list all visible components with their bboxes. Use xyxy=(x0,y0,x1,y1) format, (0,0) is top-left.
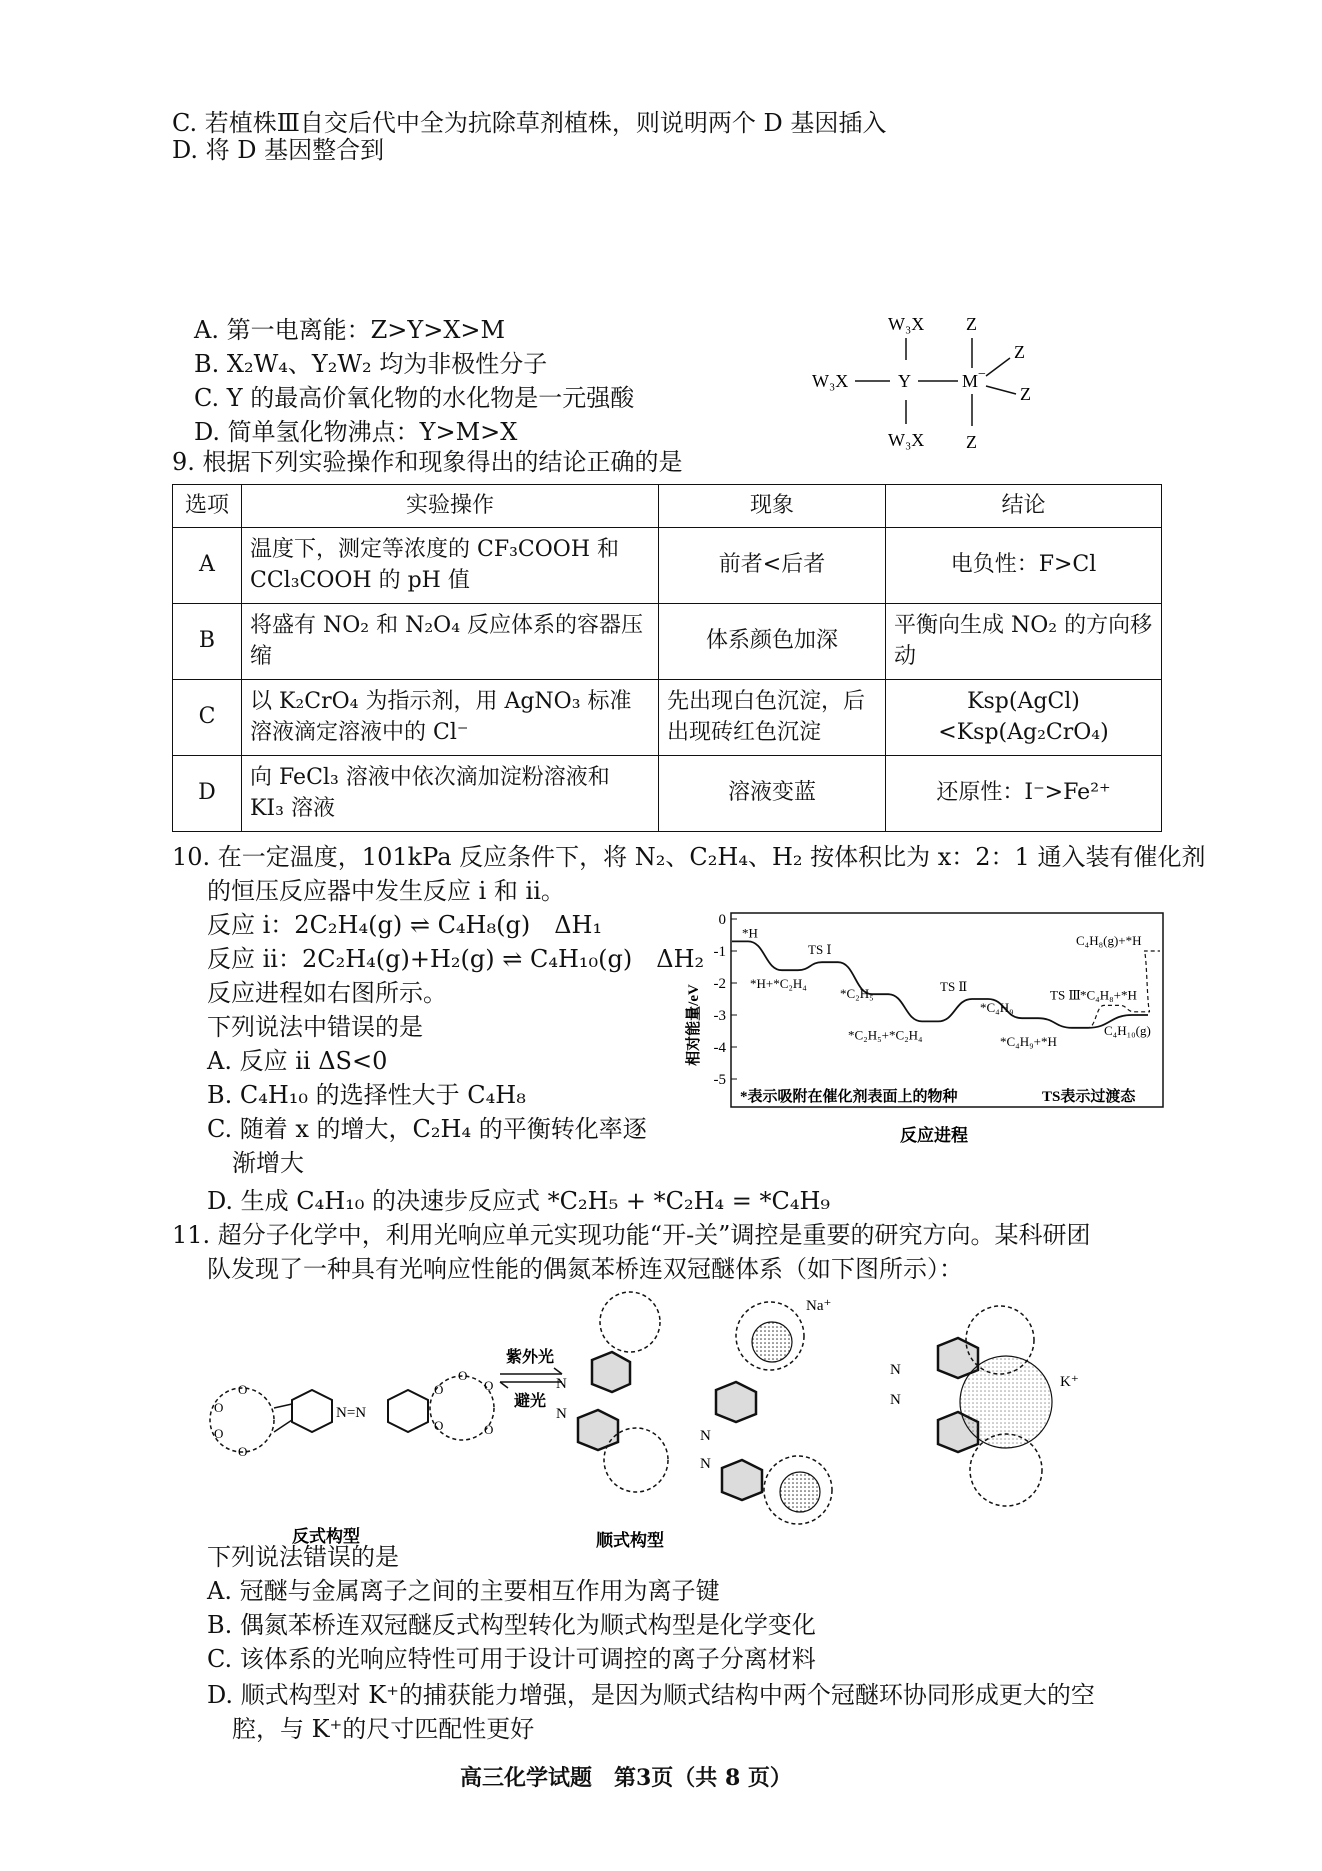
q11-stem-line1: 11. 超分子化学中，利用光响应单元实现功能“开-关”调控是重要的研究方向。某科研团 xyxy=(172,1221,1091,1249)
crown-ether-ring xyxy=(600,1292,660,1352)
svg-text:O: O xyxy=(484,1422,494,1437)
m-charge: − xyxy=(978,367,986,382)
w3x-left: W₃X xyxy=(812,371,849,391)
svg-text:O: O xyxy=(214,1400,224,1415)
species-label-ts3: TS Ⅲ xyxy=(1050,987,1081,1003)
top-fragment-line2: D. 将 D 基因整合到 xyxy=(172,136,385,165)
svg-text:O: O xyxy=(458,1368,468,1383)
top-fragment xyxy=(172,108,1072,165)
atom-y: Y xyxy=(898,371,911,391)
svg-text:O: O xyxy=(434,1382,444,1397)
species-label-h-c2h4: *H+*C₂H₄ xyxy=(750,976,807,992)
q10-option-c-line1: C. 随着 x 的增大，C₂H₄ 的平衡转化率逐 xyxy=(207,1115,647,1143)
q11-option-b: B. 偶氮苯桥连双冠醚反式构型转化为顺式构型是化学变化 xyxy=(207,1611,816,1639)
benzene-ring xyxy=(592,1352,630,1392)
svg-text:O: O xyxy=(214,1426,224,1441)
y-tick-label: -1 xyxy=(713,944,726,960)
species-label-ts1: TS Ⅰ xyxy=(808,942,832,958)
row-conclusion: Ksp(AgCl)<Ksp(Ag₂CrO₄) xyxy=(886,680,1162,756)
q11-option-a: A. 冠醚与金属离子之间的主要相互作用为离子键 xyxy=(207,1577,720,1605)
top-fragment-line1: C. 若植株Ⅲ自交后代中全为抗除草剂植株，则说明两个 D 基因插入 xyxy=(172,109,887,137)
w3x-top: W₃X xyxy=(888,314,925,334)
q8-structure-diagram xyxy=(800,308,1060,458)
uv-label: 紫外光 xyxy=(506,1349,555,1366)
species-label-c2h5-c2h4: *C₂H₅+*C₂H₄ xyxy=(848,1027,923,1043)
svg-text:O: O xyxy=(434,1418,444,1433)
q10-stem-line2: 的恒压反应器中发生反应 i 和 ii。 xyxy=(207,877,565,905)
row-conclusion: 还原性：I⁻>Fe²⁺ xyxy=(886,756,1162,832)
q8-option-b: B. X₂W₄、Y₂W₂ 均为非极性分子 xyxy=(194,350,548,378)
header-option: 选项 xyxy=(173,485,242,528)
species-label-c4h8g-h: C₄H₈(g)+*H xyxy=(1076,933,1142,948)
q9-stem: 9. 根据下列实验操作和现象得出的结论正确的是 xyxy=(172,448,683,476)
row-phenomenon: 先出现白色沉淀，后出现砖红色沉淀 xyxy=(659,680,886,756)
row-option: A xyxy=(173,528,242,604)
species-label-c2h5: *C₂H₅ xyxy=(840,986,874,1002)
sodium-ion-sphere xyxy=(752,1322,792,1362)
dark-label: 避光 xyxy=(514,1393,547,1410)
species-label-c4h9-h: *C₄H₉+*H xyxy=(1000,1033,1057,1049)
row-operation: 以 K₂CrO₄ 为指示剂，用 AgNO₃ 标准溶液滴定溶液中的 Cl⁻ xyxy=(242,680,659,756)
y-axis-label: 相对能量/eV xyxy=(686,984,702,1066)
row-conclusion: 电负性：F>Cl xyxy=(886,528,1162,604)
table-row xyxy=(173,680,1162,756)
footnote-adsorbed: *表示吸附在催化剂表面上的物种 xyxy=(740,1089,958,1105)
svg-text:O: O xyxy=(238,1444,248,1459)
na-ion-label: Na⁺ xyxy=(806,1298,832,1314)
header-conclusion: 结论 xyxy=(886,485,1162,528)
header-operation: 实验操作 xyxy=(242,485,659,528)
trans-isomer xyxy=(210,1368,494,1459)
species-label-ts2: TS Ⅱ xyxy=(940,979,968,994)
benzene-ring xyxy=(722,1460,762,1500)
z-upper-right: Z xyxy=(1014,342,1025,362)
sodium-ion-sphere xyxy=(780,1472,820,1512)
k-ion-label: K⁺ xyxy=(1060,1374,1079,1390)
species-labels xyxy=(742,925,1151,1048)
q8-option-c: C. Y 的最高价氧化物的水化物是一元强酸 xyxy=(194,384,635,412)
svg-text:O: O xyxy=(238,1382,248,1397)
benzene-ring xyxy=(292,1390,332,1432)
q10-option-d: D. 生成 C₄H₁₀ 的决速步反应式 *C₂H₅ + *C₂H₄ = *C₄H₉ xyxy=(207,1187,831,1215)
q11-option-d-line1: D. 顺式构型对 K⁺的捕获能力增强，是因为顺式结构中两个冠醚环协同形成更大的空 xyxy=(207,1681,1095,1709)
azo-group: N=N xyxy=(336,1405,367,1421)
q11-option-d-line2: 腔，与 K⁺的尺寸匹配性更好 xyxy=(232,1715,535,1743)
crown-ether-ring xyxy=(210,1388,274,1452)
z-top: Z xyxy=(966,314,977,334)
azo-n-lower: N xyxy=(700,1456,711,1472)
azo-n-upper: N xyxy=(890,1362,901,1378)
y-tick-label: 0 xyxy=(718,912,726,928)
azo-n-lower: N xyxy=(556,1406,567,1422)
species-label-c4h9: *C₄H₉ xyxy=(980,1000,1014,1016)
q10-ask: 下列说法中错误的是 xyxy=(207,1013,423,1041)
q10-option-c-line2: 渐增大 xyxy=(232,1149,304,1177)
y-tick-label: -3 xyxy=(713,1008,726,1024)
q11-ask: 下列说法错误的是 xyxy=(207,1543,399,1571)
svg-text:O: O xyxy=(484,1378,494,1393)
x-axis-label: 反应进程 xyxy=(900,1126,968,1145)
row-option: C xyxy=(173,680,242,756)
row-phenomenon: 前者<后者 xyxy=(659,528,886,604)
row-phenomenon: 体系颜色加深 xyxy=(659,604,886,680)
cis-isomer xyxy=(556,1292,668,1492)
q10-option-b: B. C₄H₁₀ 的选择性大于 C₄H₈ xyxy=(207,1081,526,1109)
table-row xyxy=(173,528,1162,604)
azo-n-upper: N xyxy=(556,1376,567,1392)
footnote-ts: TS表示过渡态 xyxy=(1042,1089,1136,1105)
azo-n-upper: N xyxy=(700,1428,711,1444)
atom-m: M xyxy=(962,371,979,391)
y-ticks xyxy=(714,912,738,1088)
w3x-bottom: W₃X xyxy=(888,430,925,450)
species-label-c4h8-h: *C₄H₈+*H xyxy=(1080,987,1137,1003)
crown-ether-figure xyxy=(200,1290,1160,1550)
q10-reaction-i: 反应 i：2C₂H₄(g) ⇌ C₄H₈(g) ΔH₁ xyxy=(207,911,603,939)
q10-note: 反应进程如右图所示。 xyxy=(207,979,447,1007)
azo-n-lower: N xyxy=(890,1392,901,1408)
y-tick-label: -2 xyxy=(713,976,726,992)
q9-table xyxy=(172,484,1162,832)
q10-reaction-ii: 反应 ii：2C₂H₄(g)+H₂(g) ⇌ C₄H₁₀(g) ΔH₂ xyxy=(207,945,705,973)
species-label-c4h10g: C₄H₁₀(g) xyxy=(1104,1023,1151,1038)
y-tick-label: -5 xyxy=(713,1072,726,1088)
table-header-row xyxy=(173,485,1162,528)
row-option: B xyxy=(173,604,242,680)
row-operation: 温度下，测定等浓度的 CF₃COOH 和 CCl₃COOH 的 pH 值 xyxy=(242,528,659,604)
energy-profile-chart xyxy=(680,905,1170,1150)
row-option: D xyxy=(173,756,242,832)
row-conclusion: 平衡向生成 NO₂ 的方向移动 xyxy=(886,604,1162,680)
y-tick-label: -4 xyxy=(713,1040,726,1056)
row-phenomenon: 溶液变蓝 xyxy=(659,756,886,832)
cis-label: 顺式构型 xyxy=(596,1531,664,1550)
row-operation: 向 FeCl₃ 溶液中依次滴加淀粉溶液和 KI₃ 溶液 xyxy=(242,756,659,832)
z-lower-right: Z xyxy=(1020,384,1031,404)
trans-label: 反式构型 xyxy=(292,1527,360,1546)
benzene-ring xyxy=(388,1390,428,1432)
species-label-h: *H xyxy=(742,925,758,941)
q11-stem-line2: 队发现了一种具有光响应性能的偶氮苯桥连双冠醚体系（如下图所示）： xyxy=(207,1255,963,1283)
k-complex xyxy=(890,1306,1079,1506)
q11-option-c: C. 该体系的光响应特性可用于设计可调控的离子分离材料 xyxy=(207,1645,816,1673)
q10-option-a: A. 反应 ii ΔS<0 xyxy=(207,1047,388,1075)
benzene-ring xyxy=(578,1410,618,1450)
benzene-ring xyxy=(716,1382,756,1422)
header-phenomenon: 现象 xyxy=(659,485,886,528)
row-operation: 将盛有 NO₂ 和 N₂O₄ 反应体系的容器压缩 xyxy=(242,604,659,680)
table-row xyxy=(173,604,1162,680)
q10-stem-line1: 10. 在一定温度，101kPa 反应条件下，将 N₂、C₂H₄、H₂ 按体积比为 x：2：1 通入装有催化剂 xyxy=(172,843,1206,871)
na-complex xyxy=(700,1298,832,1524)
table-row xyxy=(173,756,1162,832)
q8-option-a: A. 第一电离能：Z>Y>X>M xyxy=(194,316,506,344)
q8-option-d: D. 简单氢化物沸点：Y>M>X xyxy=(194,418,518,446)
page-footer: 高三化学试题 第3页（共 8 页） xyxy=(460,1765,792,1791)
z-bottom: Z xyxy=(966,432,977,452)
